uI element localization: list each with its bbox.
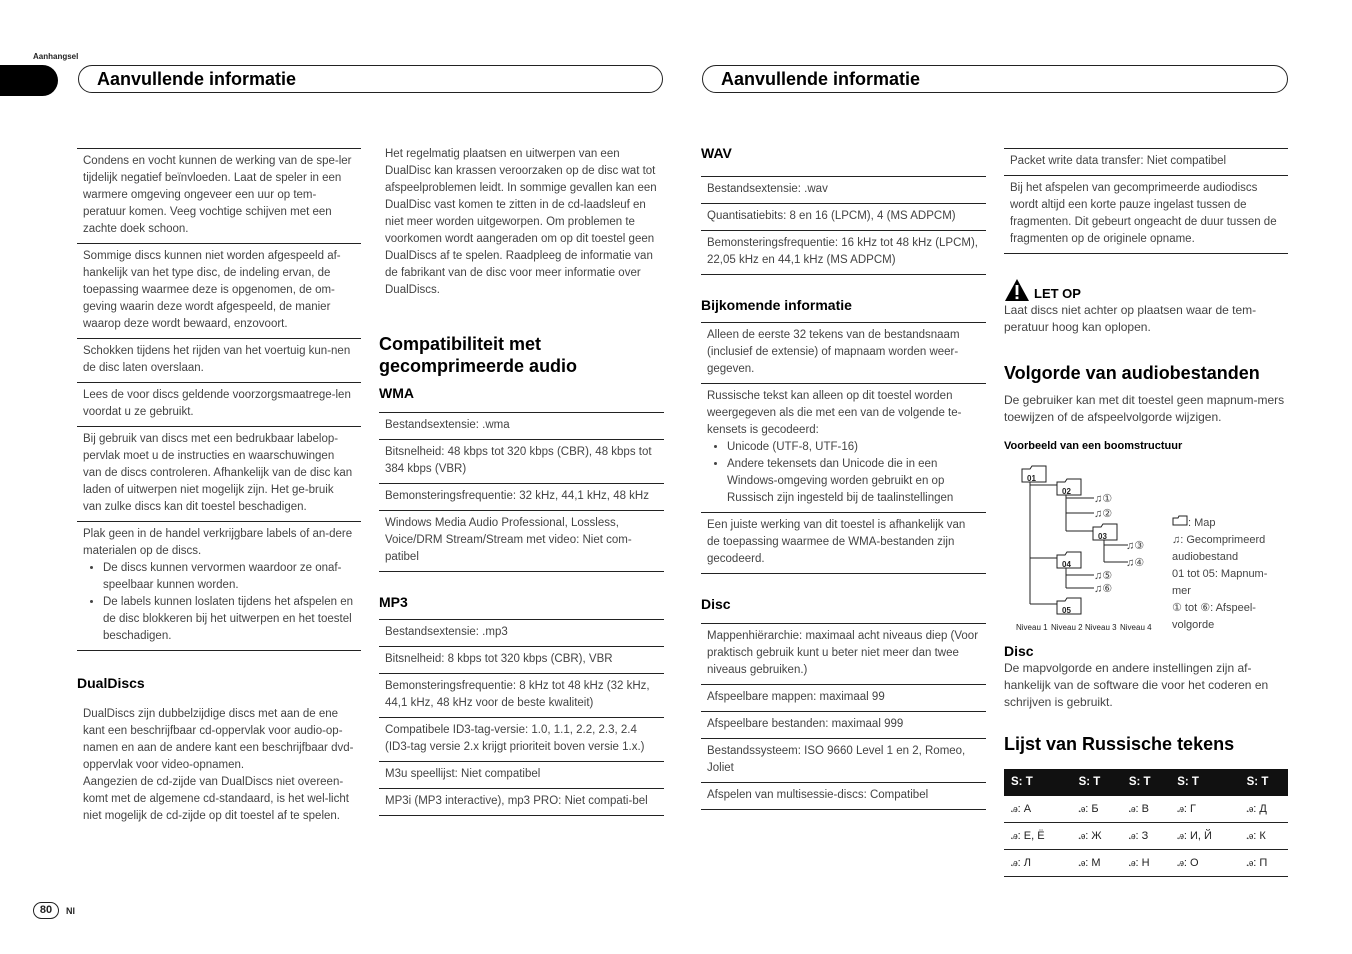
note-box: Lees de voor discs geldende voorzorgsmaatrege-len voordat u ze gebruikt. [77,383,361,427]
tree-file: ♫③ [1126,540,1145,552]
tree-level-label: Niveau 1 [1016,623,1048,632]
table-row: ꭿ: Е, Ё ꭿ: Ж ꭿ: З ꭿ: И, Й ꭿ: К [1004,823,1288,850]
spec-row [701,384,986,513]
legend-item: ♫: Gecomprimeerd audiobestand [1172,534,1266,563]
music-note-icon: ♫ [1094,493,1103,505]
spec-row: Bestandsextensie: .wav [701,177,986,204]
spec-row: Een juiste werking van dit toestel is afhankelijk van de toepassing waarmee de WMA-bestanden zijn gecodeerd. [701,513,986,574]
spec-row: Compatibele ID3-tag-versie: 1.0, 1.1, 2.2, 2.3, 2.4 (ID3-tag versie 2.x krijgt prioriteit boven versie 1.x.) [379,718,664,762]
spec-row: Bestandsextensie: .wma [379,413,664,440]
display-glyph-icon: ꭿ [1011,829,1018,842]
section-label: Aanhangsel [33,52,79,61]
display-glyph-icon: ꭿ [1078,802,1086,815]
dualdiscs-paragraph: DualDiscs zijn dubbelzijdige discs met aan de ene kant een beschrijfbaar cd-oppervlak voor audio-op-namen en aan de andere kant een beschrijfbaar dvd-oppervlak voor video-opnamen. [83,708,354,771]
page-tab-marker [0,65,58,96]
spec-row: Quantisatiebits: 8 en 16 (LPCM), 4 (MS ADPCM) [701,204,986,231]
list-item: • Unicode (UTF-8, UTF-16) [727,439,980,456]
spec-row: Packet write data transfer: Niet compatibel [1004,149,1288,176]
tree-heading: Voorbeeld van een boomstructuur [1004,440,1183,452]
dualdisc-intro: Het regelmatig plaatsen en uitwerpen van een DualDisc kan krassen veroorzaken op de disc wat tot afspeelproblemen leidt. In sommige gevallen kan een DualDisc vast komen te zitten in de cd-laadsleuf en niet meer worden uitgeworpen. Om problemen te voorkomen wordt aangeraden om op dit toestel geen DualDiscs af te spelen. Raadpleeg de informatie van de fabrikant van de disc voor meer informatie over DualDiscs. [385,148,657,296]
compat-heading: Compatibiliteit met gecomprimeerde audio [379,334,578,376]
tree-folder: 01 [1021,465,1047,489]
spec-row: Afspelen van multisessie-discs: Compatibel [701,783,986,810]
legend-item: 01 tot 05: Mapnum-mer [1172,568,1268,597]
caution-label-row [1004,278,1288,302]
language-code: Nl [66,906,75,916]
note-box: Schokken tijdens het rijden van het voertuig kun-nen de disc laten overslaan. [77,339,361,383]
spec-row: Bitsnelheid: 8 kbps tot 320 kbps (CBR), VBR [379,647,664,674]
spec-row: Afspeelbare mappen: maximaal 99 [701,685,986,712]
display-glyph-icon: ꭿ [1128,856,1136,869]
tree-file: ♫① [1094,493,1113,505]
spec-row: MP3i (MP3 interactive), mp3 PRO: Niet compati-bel [379,789,664,816]
note-box: Bij gebruik van discs met een bedrukbaar labelop-pervlak moet u de instructies en waarschuwingen van de discs controleren. Afhankelijk van de disc kan laden of uitwerpen niet mogelijk zijn. Het ge-bruik van zulke discs kan dit toestel beschadigen. [77,427,361,522]
spec-row: Bij het afspelen van gecomprimeerde audiodiscs wordt altijd een korte pauze ingelast tussen de fragmenten. Dit gebeurt ongeacht de duur tussen de fragmenten op de originele opname. [1004,176,1288,254]
tree-legend [1172,515,1282,634]
column-4 [1004,148,1288,877]
spec-row: M3u speellijst: Niet compatibel [379,762,664,789]
display-glyph-icon: ꭿ [1078,829,1086,842]
note-box: Sommige discs kunnen niet worden afgespeeld af-hankelijk van het type disc, de indeling ervan, de toepassing waarmee deze is opgenomen, de om-geving waarin deze wordt afgespeeld, de manier waarop deze wordt bewaard, enzovoort. [77,244,361,339]
order-heading: Volgorde van audiobestanden [1004,363,1260,383]
caution-text: Laat discs niet achter op plaatsen waar de tem-peratuur hoog kan oplopen. [1004,303,1257,334]
legend-item: : Map [1172,515,1282,532]
note-box: Condens en vocht kunnen de werking van de spe-ler tijdelijk negatief beïnvloeden. Laat de speler in een warmere omgeving ongeveer een uur op tem-peratuur komen. Veeg vochtige schijven met een zachte doek schoon. [77,149,361,244]
music-note-icon: ♫ [1126,557,1135,569]
spec-row: Windows Media Audio Professional, Lossless, Voice/DRM Stream/Stream met video: Niet com-patibel [379,511,664,572]
folder-tree-diagram [1004,459,1288,632]
page-title-right: Aanvullende informatie [702,65,1288,93]
spec-row: Bestandsextensie: .mp3 [379,620,664,647]
tree-file: ♫② [1094,508,1113,520]
tree-folder: 04 [1056,551,1082,575]
tree-level-label: Niveau 4 [1120,623,1152,632]
spec-row: Alleen de eerste 32 tekens van de bestandsnaam (inclusief de extensie) of mapnaam worden weer-gegeven. [701,323,986,384]
display-glyph-icon: ꭿ [1246,829,1254,842]
display-glyph-icon: ꭿ [1177,856,1184,869]
display-glyph-icon: ꭿ [1078,856,1086,869]
table-row: ꭿ: Л ꭿ: М ꭿ: Н ꭿ: О ꭿ: П [1004,850,1288,877]
list-item: • De labels kunnen loslaten tijdens het afspelen en de disc blokkeren bij het uitwerpen en het toestel beschadigen. [103,594,355,645]
tree-folder: 03 [1092,523,1118,547]
disc-order-text: De mapvolgorde en andere instellingen zijn af-hankelijk van de software die voor het coderen en schrijven is gebruikt. [1004,661,1269,709]
spec-row: Afspeelbare bestanden: maximaal 999 [701,712,986,739]
spec-row: Mappenhiërarchie: maximaal acht niveaus diep (Voor praktisch gebruik kunt u beter niet meer dan twee niveaus gebruiken.) [701,624,986,685]
spec-row: Bemonsteringsfrequentie: 32 kHz, 44,1 kHz, 48 kHz [379,484,664,511]
extra-info-heading: Bijkomende informatie [701,297,852,313]
disc-order-heading: Disc [1004,643,1034,659]
display-glyph-icon: ꭿ [1177,802,1184,815]
tree-file: ♫④ [1126,557,1145,569]
spec-text: Russische tekst kan alleen op dit toestel worden weergegeven als die met een van de volgende te-kensets is gecodeerd: [707,390,962,436]
legend-item: ① tot ⑥: Afspeel-volgorde [1172,602,1256,631]
music-note-icon: ♫ [1172,534,1181,546]
tree-level-label: Niveau 3 [1085,623,1117,632]
order-text: De gebruiker kan met dit toestel geen mapnum-mers toewijzen of de afspeelvolgorde wijzigen. [1004,393,1285,424]
tree-file: ♫⑤ [1094,570,1113,582]
tree-folder: 05 [1056,597,1082,621]
list-item: • De discs kunnen vervormen waardoor ze onaf-speelbaar kunnen worden. [103,560,355,594]
mp3-heading: MP3 [379,594,408,610]
table-row: ꭿ: A ꭿ: Б ꭿ: В ꭿ: Г ꭿ: Д [1004,796,1288,823]
russian-characters-table [1004,769,1288,877]
folder-icon [1172,515,1188,526]
tree-file: ♫⑥ [1094,583,1113,595]
spec-row: Bitsnelheid: 48 kbps tot 320 kbps (CBR), 48 kbps tot 384 kbps (VBR) [379,440,664,484]
column-1 [77,148,361,825]
russian-heading: Lijst van Russische tekens [1004,734,1235,754]
display-glyph-icon: ꭿ [1246,802,1254,815]
display-glyph-icon: ꭿ [1177,829,1184,842]
table-header-row: S: T S: T S: T S: T S: T [1004,769,1288,796]
column-3 [701,145,986,810]
display-glyph-icon: ꭿ [1011,856,1018,869]
tree-folder: 02 [1056,478,1082,502]
warning-icon [1004,278,1030,302]
dualdiscs-heading: DualDiscs [77,675,145,691]
music-note-icon: ♫ [1094,508,1103,520]
note-text: Plak geen in de handel verkrijgbare labels of an-dere materialen op de discs. [83,528,353,557]
music-note-icon: ♫ [1094,583,1103,595]
disc-heading: Disc [701,596,731,612]
music-note-icon: ♫ [1126,540,1135,552]
note-box [77,522,361,651]
spec-row: Bemonsteringsfrequentie: 16 kHz tot 48 kHz (LPCM), 22,05 kHz en 44,1 kHz (MS ADPCM) [701,231,986,275]
page-number: 80 [33,902,59,919]
display-glyph-icon: ꭿ [1011,802,1018,815]
dualdiscs-paragraph: Aangezien de cd-zijde van DualDiscs niet overeen-komt met de algemene cd-standaard, is het wel-licht niet mogelijk de cd-zijde op dit toestel af te spelen. [83,776,349,822]
music-note-icon: ♫ [1094,570,1103,582]
display-glyph-icon: ꭿ [1128,829,1136,842]
tree-level-label: Niveau 2 [1051,623,1083,632]
spec-row: Bemonsteringsfrequentie: 8 kHz tot 48 kHz (32 kHz, 44,1 kHz, 48 kHz voor de beste kwaliteit) [379,674,664,718]
spec-row: Bestandssysteem: ISO 9660 Level 1 en 2, Romeo, Joliet [701,739,986,783]
display-glyph-icon: ꭿ [1246,856,1254,869]
wma-heading: WMA [379,385,414,401]
wav-heading: WAV [701,145,732,161]
list-item: • Andere tekensets dan Unicode die in een Windows-omgeving worden gebruikt en op Russisch zijn ingesteld bij de taalinstellingen [727,456,980,507]
caution-label: LET OP [1034,286,1081,301]
display-glyph-icon: ꭿ [1128,802,1136,815]
page-title-left: Aanvullende informatie [78,65,663,93]
column-2 [379,146,664,816]
